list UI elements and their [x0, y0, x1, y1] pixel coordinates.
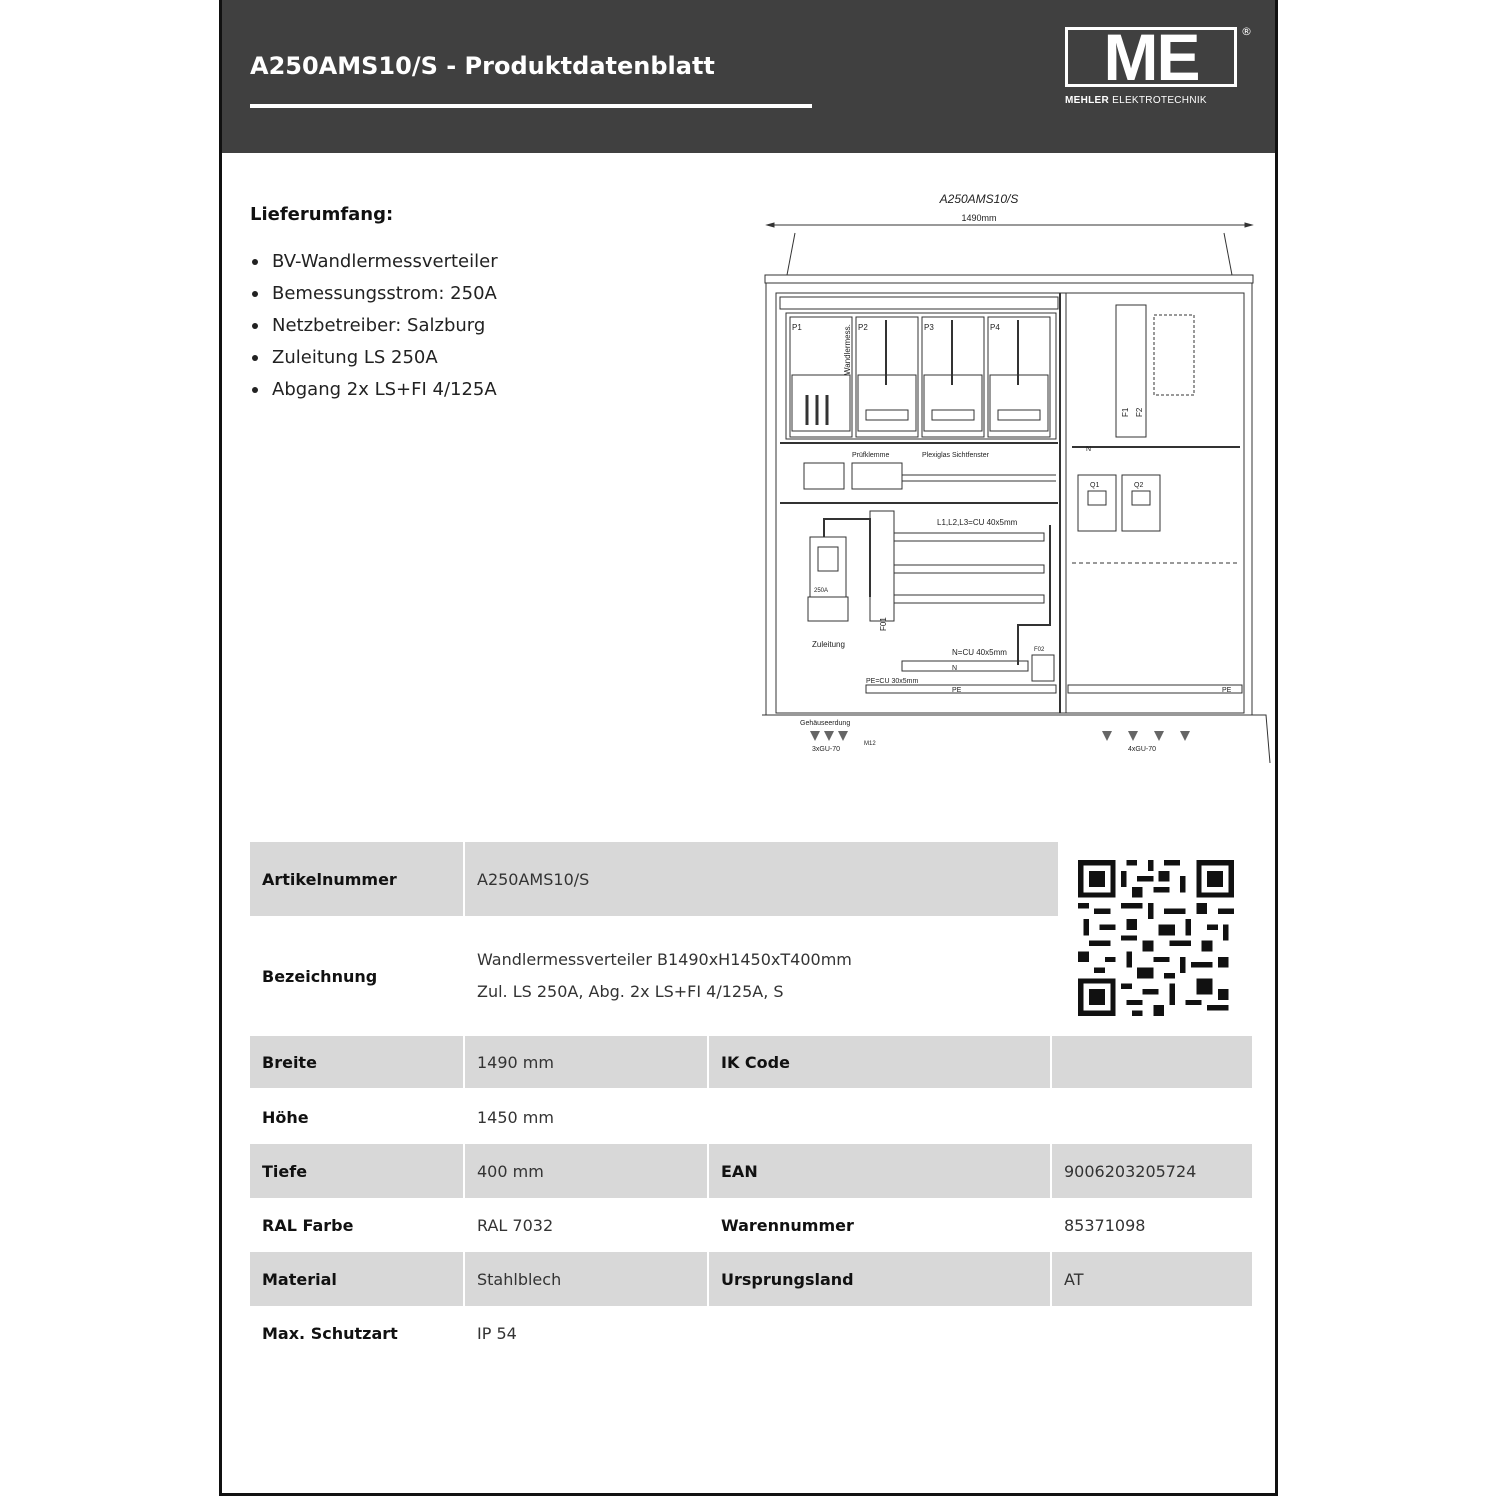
busbar-l1: [894, 533, 1044, 541]
drawing-model-label: A250AMS10/S: [939, 192, 1019, 206]
meter-label: P2: [858, 323, 868, 332]
breaker-rating-label: 250A: [814, 588, 829, 594]
bezeichnung-value: [465, 916, 1058, 1036]
bezeichnung-line: Wandlermessverteiler B1490xH1450xT400mm: [477, 950, 852, 969]
logo-sub: ELEKTROTECHNIK: [1112, 95, 1207, 106]
pruefklemme-label: Prüfklemme: [852, 452, 890, 459]
list-item: Zuleitung LS 250A: [250, 342, 498, 374]
glands-left: [810, 731, 848, 741]
warennummer-label: Warennummer: [721, 1215, 854, 1235]
plexiglas-label: Plexiglas Sichtfenster: [922, 452, 989, 459]
dimension-arrow-right: [1245, 223, 1252, 227]
right-n-label: N: [1086, 446, 1092, 453]
rcbo-q1: [1078, 475, 1116, 531]
artikelnummer-value: A250AMS10/S: [465, 842, 1058, 916]
top-rail: [780, 297, 1058, 309]
list-item: Netzbetreiber: Salzburg: [250, 310, 498, 342]
ik-label: IK Code: [709, 1036, 1050, 1088]
meter-p4: [988, 317, 1050, 437]
right-pe-label: PE: [1222, 687, 1232, 694]
busbar-n-label: N=CU 40x5mm: [952, 648, 1007, 657]
feed-cable: [824, 519, 870, 597]
rcbo-q2: [1122, 475, 1160, 531]
roof-line-right: [1224, 233, 1232, 275]
hoehe-label: Höhe: [262, 1107, 309, 1127]
roof-line-left: [787, 233, 795, 275]
tiefe-label: Tiefe: [250, 1144, 463, 1198]
datasheet-page: [219, 0, 1278, 1496]
schutzart-value: IP 54: [477, 1323, 517, 1343]
logo-mark: ME: [1065, 27, 1237, 87]
right-pe-rail: [1068, 685, 1242, 693]
table-row: [250, 842, 1058, 916]
f01-label: F01: [879, 617, 888, 631]
title-underline: [250, 104, 812, 108]
gehaeuse-label: Gehäuseerdung: [800, 720, 851, 727]
q2-label: Q2: [1134, 482, 1144, 489]
tiefe-value: 400 mm: [465, 1144, 707, 1198]
header-bar: [222, 0, 1275, 153]
busbar-n-mark: N: [952, 665, 958, 672]
base-left: [762, 715, 766, 763]
roof: [765, 275, 1253, 283]
qr-code-icon: [1078, 860, 1234, 1016]
busbar-l-label: L1,L2,L3=CU 40x5mm: [937, 518, 1018, 527]
meter-p2: [856, 317, 918, 437]
drawing-width-label: 1490mm: [961, 213, 997, 223]
breite-label: Breite: [250, 1036, 463, 1088]
f2-label: F2: [1135, 407, 1144, 417]
test-terminal: [852, 463, 902, 489]
warennummer-value: 85371098: [1064, 1215, 1146, 1235]
schutzart-label: Max. Schutzart: [262, 1323, 398, 1343]
f1-label: F1: [1121, 407, 1130, 417]
meter-p3: [922, 317, 984, 437]
logo-wordmark: [1065, 95, 1243, 106]
material-label: Material: [250, 1252, 463, 1306]
list-item: BV-Wandlermessverteiler: [250, 246, 498, 278]
hoehe-value: 1450 mm: [477, 1107, 554, 1127]
meter-p1: [790, 317, 852, 437]
busbar-pe-mark: PE: [952, 687, 962, 694]
busbar-l3: [894, 595, 1044, 603]
ean-label: EAN: [709, 1144, 1050, 1198]
gland-right-label: 4xGU-70: [1128, 746, 1157, 753]
table-row: [250, 916, 1058, 1036]
main-breaker: [808, 537, 848, 621]
f01-switch: [870, 511, 894, 621]
ral-label: RAL Farbe: [262, 1215, 354, 1235]
f02-label: F02: [1034, 647, 1045, 653]
gland-left-label: 3xGU-70: [812, 746, 841, 753]
logo-brand: MEHLER: [1065, 95, 1110, 106]
scope-title: Lieferumfang:: [250, 204, 394, 225]
page-title: A250AMS10/S - Produktdatenblatt: [250, 52, 715, 80]
meter-label: P4: [990, 323, 1000, 332]
table-row: [250, 1252, 1252, 1306]
bezeichnung-line: Zul. LS 250A, Abg. 2x LS+FI 4/125A, S: [477, 982, 784, 1001]
ean-value: 9006203205724: [1052, 1144, 1252, 1198]
dimension-arrow-left: [767, 223, 774, 227]
ik-value: [1052, 1036, 1252, 1088]
zuleitung-label: Zuleitung: [812, 640, 845, 649]
fuse-grid: [1154, 315, 1194, 395]
enclosure-outline: [766, 283, 1252, 715]
meter-label: P3: [924, 323, 934, 332]
q1-label: Q1: [1090, 482, 1100, 489]
table-row: [250, 1144, 1252, 1198]
glands-right: [1102, 731, 1190, 741]
artikelnummer-label: Artikelnummer: [250, 842, 463, 916]
ral-value: RAL 7032: [477, 1215, 554, 1235]
table-row: [250, 1036, 1252, 1088]
busbar-n: [902, 661, 1028, 671]
list-item: Abgang 2x LS+FI 4/125A: [250, 374, 498, 406]
busbar-pe-label: PE=CU 30x5mm: [866, 678, 919, 685]
busbar-l2: [894, 565, 1044, 573]
wandlermess-label: Wandlermess.: [843, 324, 852, 375]
table-row: [250, 1198, 1252, 1252]
table-row: [250, 1090, 1252, 1144]
bezeichnung-label: Bezeichnung: [262, 966, 378, 986]
table-row: [250, 1306, 1252, 1360]
terminal-block: [804, 463, 844, 489]
mehler-logo-icon: [1065, 20, 1252, 106]
m12-label: M12: [864, 741, 876, 747]
base-right: [1252, 715, 1270, 763]
list-item: Bemessungsstrom: 250A: [250, 278, 498, 310]
breite-value: 1490 mm: [465, 1036, 707, 1088]
technical-drawing: [762, 185, 1274, 770]
scope-list: [250, 246, 498, 406]
material-value: Stahlblech: [465, 1252, 707, 1306]
f02-device: [1032, 655, 1054, 681]
logo-registered: ®: [1241, 25, 1252, 38]
ursprungsland-label: Ursprungsland: [709, 1252, 1050, 1306]
meter-label: P1: [792, 323, 802, 332]
ursprungsland-value: AT: [1052, 1252, 1252, 1306]
